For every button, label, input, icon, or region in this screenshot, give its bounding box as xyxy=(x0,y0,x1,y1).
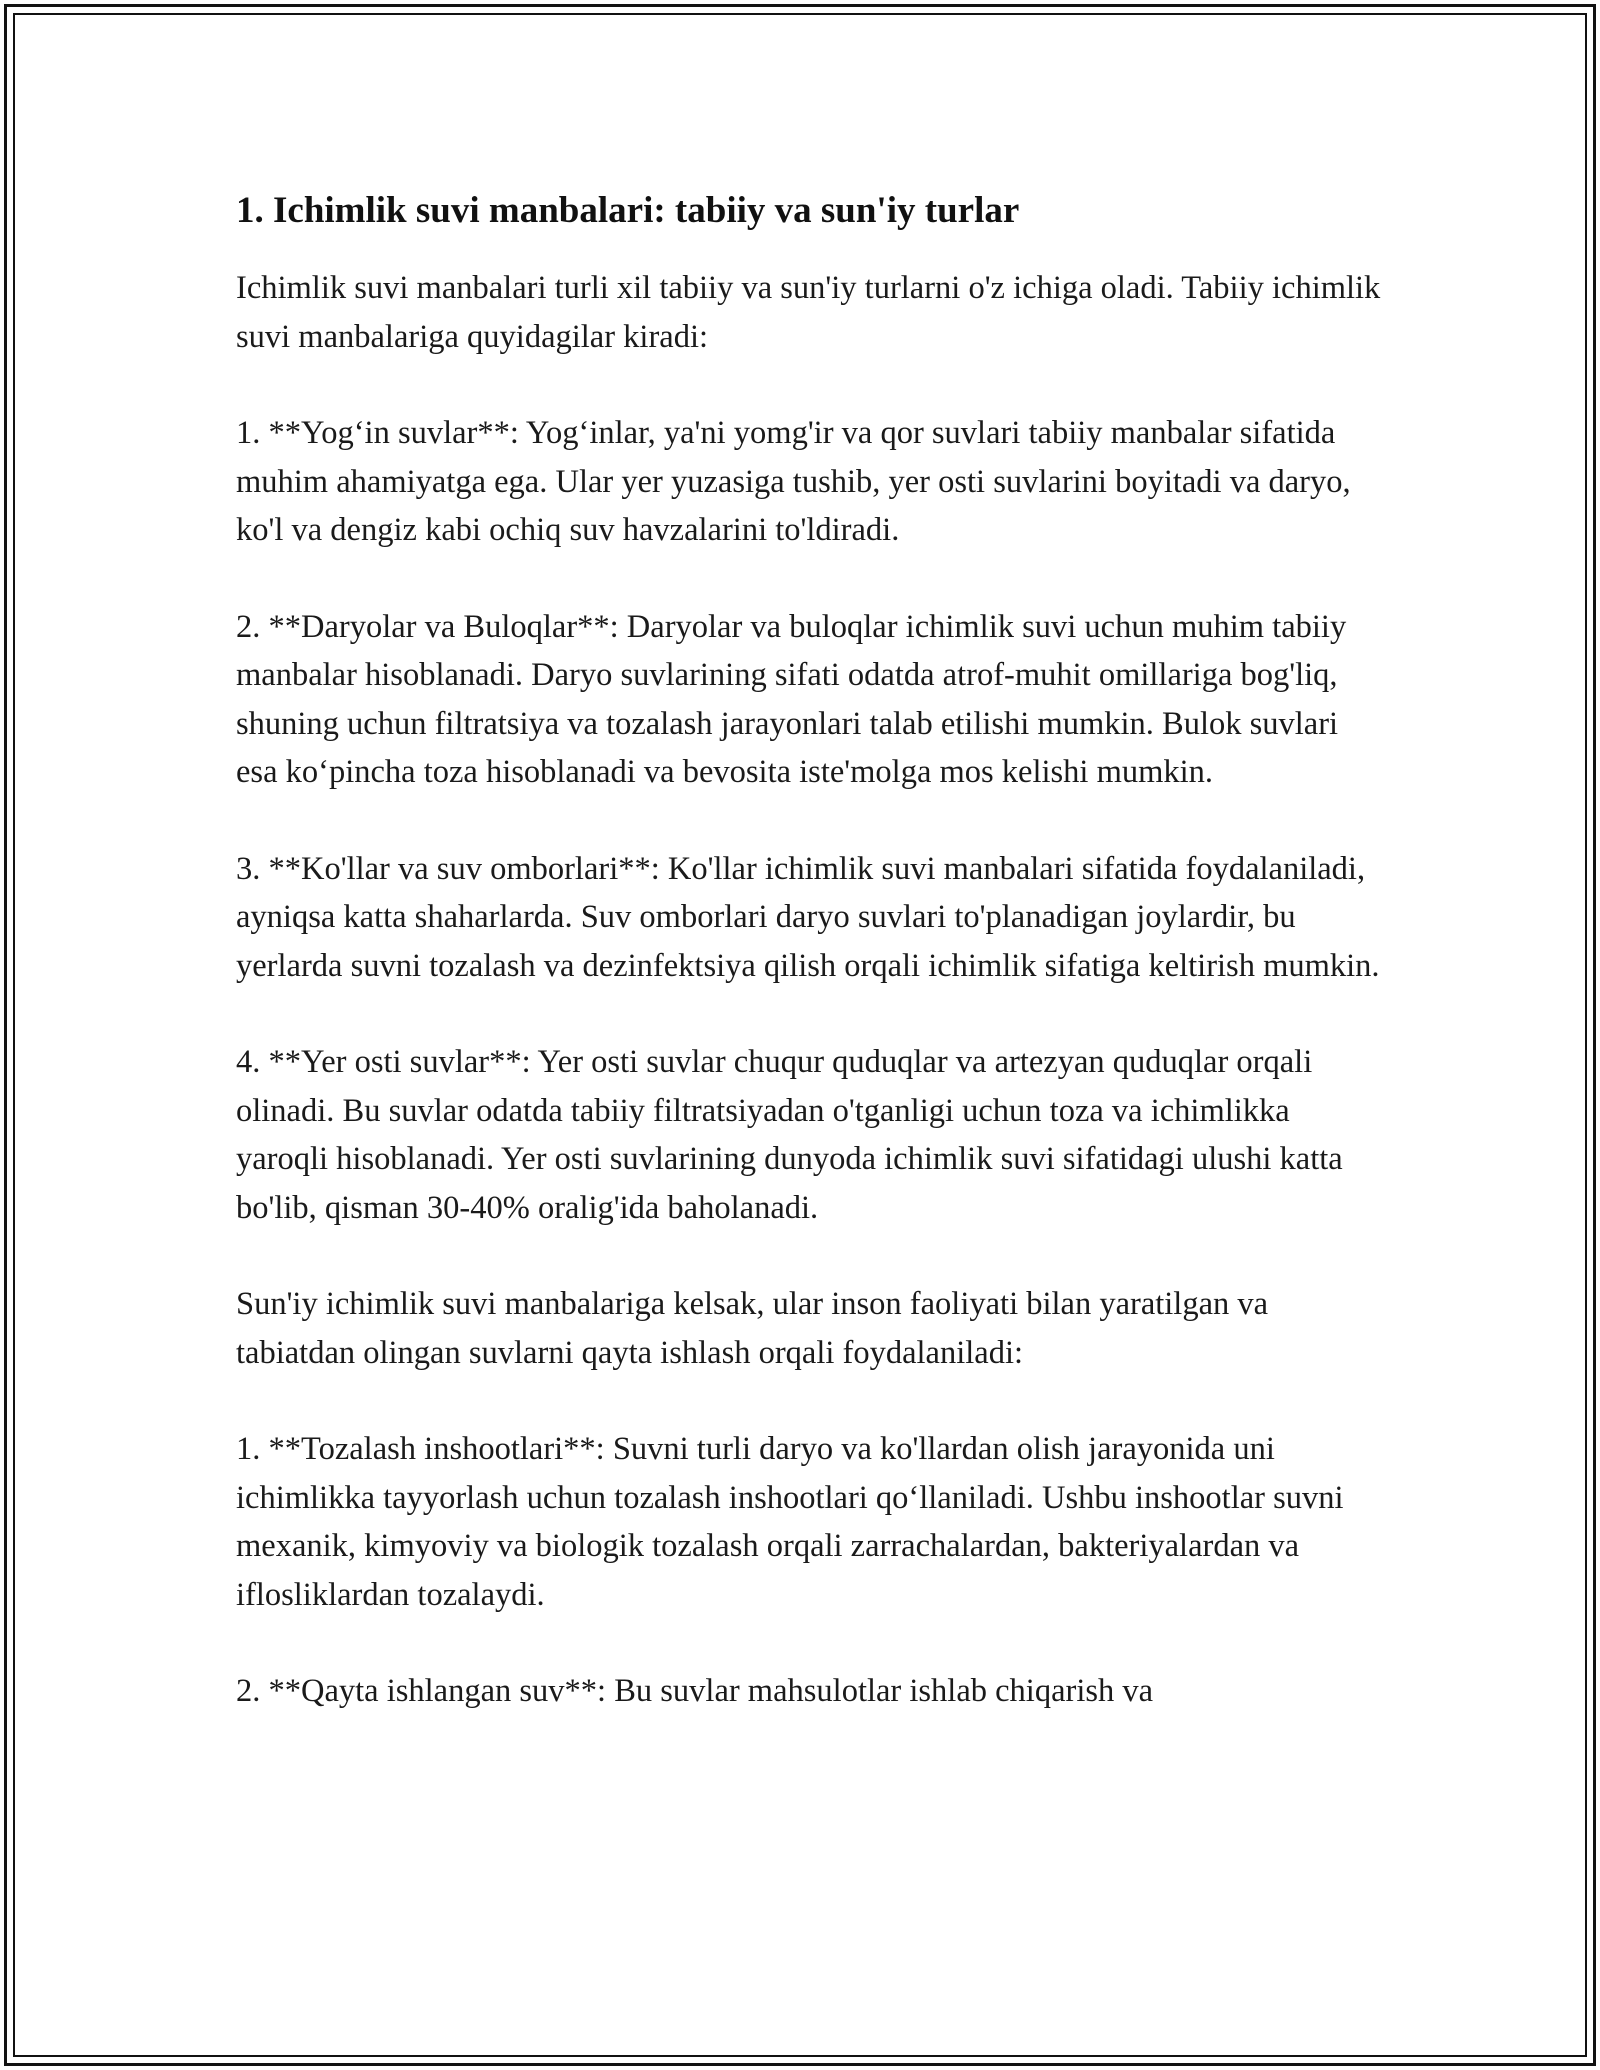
list-item-rivers-springs: 2. **Daryolar va Buloqlar**: Daryolar va buloqlar ichimlik suvi uchun muhim tabiiy manbalar hisoblanadi. Daryo suvlarining sifati odatda atrof-muhit omillariga bog'liq, shuning uchun filtratsiya va tozalash jarayonlari talab etilishi mumkin. Bulok suvlari esa ko‘pincha toza hisoblanadi va bevosita iste'molga mos kelishi mumkin. xyxy=(236,608,1347,790)
document-body xyxy=(236,186,1386,1764)
list-item-lakes-reservoirs: 3. **Ko'llar va suv omborlari**: Ko'llar ichimlik suvi manbalari sifatida foydalaniladi, ayniqsa katta shaharlarda. Suv omborlari daryo suvlari to'planadigan joylardir, bu yerlarda suvni tozalash va dezinfektsiya qilish orqali ichimlik sifatiga keltirish mumkin. xyxy=(236,850,1380,984)
artificial-sources-paragraph: Sun'iy ichimlik suvi manbalariga kelsak, ular inson faoliyati bilan yaratilgan va tabiatdan olingan suvlarni qayta ishlash orqali foydalaniladi: xyxy=(236,1286,1269,1371)
list-item-recycled-water: 2. **Qayta ishlangan suv**: Bu suvlar mahsulotlar ishlab chiqarish va xyxy=(236,1673,1154,1709)
list-item-groundwater: 4. **Yer osti suvlar**: Yer osti suvlar chuqur quduqlar va artezyan quduqlar orqali olinadi. Bu suvlar odatda tabiiy filtratsiyadan o'tganligi uchun toza va ichimlikka yaroqli hisoblanadi. Yer osti suvlarining dunyoda ichimlik suvi sifatidagi ulushi katta bo'lib, qisman 30-40% oralig'ida baholanadi. xyxy=(236,1044,1343,1226)
section-heading: 1. Ichimlik suvi manbalari: tabiiy va sun'iy turlar xyxy=(236,190,1020,231)
list-item-rain-water: 1. **Yog‘in suvlar**: Yog‘inlar, ya'ni yomg'ir va qor suvlari tabiiy manbalar sifatida muhim ahamiyatga ega. Ular yer yuzasiga tushib, yer osti suvlarini boyitadi va daryo, ko'l va dengiz kabi ochiq suv havzalarini to'ldiradi. xyxy=(236,415,1351,548)
list-item-treatment-plants: 1. **Tozalash inshootlari**: Suvni turli daryo va ko'llardan olish jarayonida uni ichimlikka tayyorlash uchun tozalash inshootlari qo‘llaniladi. Ushbu inshootlar suvni mexanik, kimyoviy va biologik tozalash orqali zarrachalardan, bakteriyalardan va ifloslikl​ardan tozalaydi. xyxy=(236,1431,1344,1613)
intro-paragraph: Ichimlik suvi manbalari turli xil tabiiy va sun'iy turlarni o'z ichiga oladi. Tabiiy ichimlik suvi manbalariga quyidagilar kiradi: xyxy=(236,270,1381,355)
